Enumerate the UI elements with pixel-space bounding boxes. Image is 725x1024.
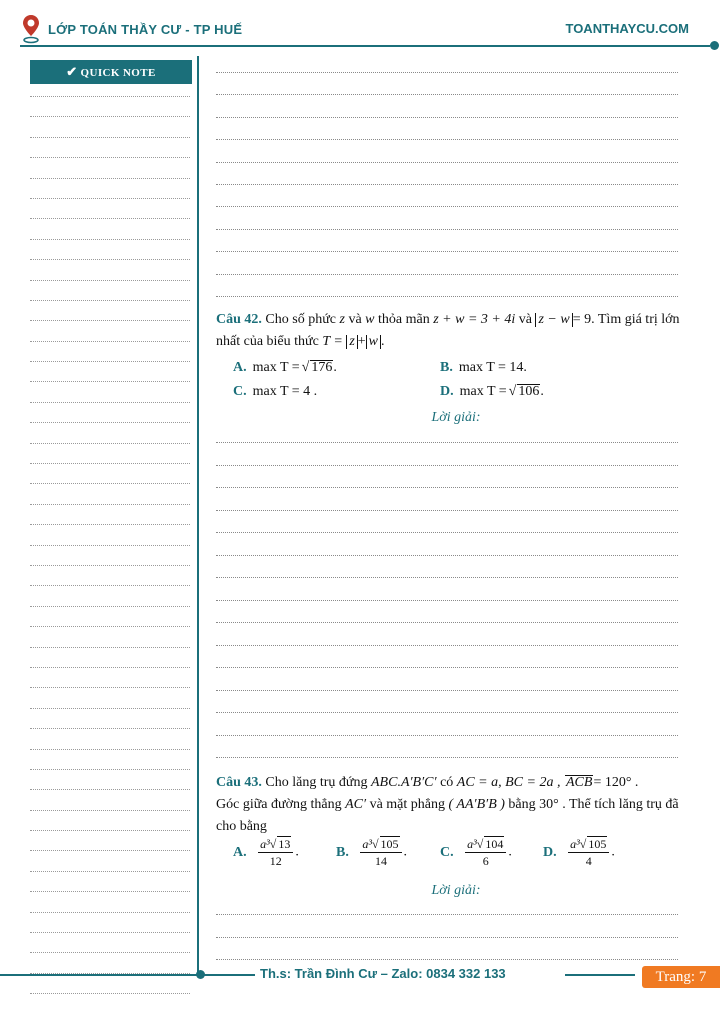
- answer-line: [216, 555, 678, 556]
- answer-line: [216, 757, 678, 758]
- radicand: 105: [588, 837, 607, 851]
- sidebar-divider: [197, 56, 199, 976]
- q42-option-b[interactable]: [440, 360, 527, 376]
- page-number: Trang: 7: [642, 966, 720, 988]
- radicand: 105: [380, 837, 399, 851]
- answer-line: [216, 735, 678, 736]
- note-line: [30, 891, 190, 892]
- note-line: [30, 341, 190, 342]
- note-line: [30, 993, 190, 994]
- note-line: [30, 198, 190, 199]
- condition-2: = 9: [572, 312, 592, 327]
- answer-line: [216, 667, 678, 668]
- footer-dot: [196, 970, 205, 979]
- question-42: Câu 42. Cho số phức z và w thỏa mãn z + w = 3 + 4i và z − w = 9. Tìm giá trị lớn nhất của biểu thức T = z + w .: [216, 312, 680, 349]
- answer-line: [216, 442, 678, 443]
- radicand: 104: [485, 837, 504, 851]
- note-line: [30, 585, 190, 586]
- page-header: [0, 0, 725, 50]
- q42-option-c[interactable]: [233, 384, 317, 400]
- question-text: Cho số phức: [265, 312, 336, 327]
- numerator-power: a³: [260, 837, 270, 851]
- note-line: [30, 157, 190, 158]
- note-line: [30, 667, 190, 668]
- answer-line: [216, 296, 678, 297]
- q43-option-b[interactable]: B. $\frac{\text{a³√ 105}}{14}$ .: [336, 837, 408, 868]
- answer-line: [216, 184, 678, 185]
- check-icon: ✔: [66, 64, 78, 79]
- question-text: và: [348, 312, 362, 327]
- answer-line: [216, 465, 678, 466]
- note-line: [30, 810, 190, 811]
- condition: AC = a, BC = 2a ,: [456, 775, 561, 790]
- footer-divider-right: [565, 974, 635, 976]
- answer-line: [216, 622, 678, 623]
- answer-line: [216, 117, 678, 118]
- answer-line: [216, 162, 678, 163]
- question-text: Cho lăng trụ đứng: [265, 775, 368, 790]
- note-line: [30, 565, 190, 566]
- note-line: [30, 361, 190, 362]
- quick-note-label: QUICK NOTE: [80, 67, 156, 79]
- radicand: 13: [278, 837, 291, 851]
- expr-lhs: T =: [322, 334, 343, 349]
- note-line: [30, 402, 190, 403]
- option-label: C.: [233, 384, 247, 399]
- answer-line: [216, 645, 678, 646]
- q42-option-a[interactable]: A. max T = √ 176.: [233, 360, 337, 375]
- answer-line: [216, 251, 678, 252]
- q42-option-d[interactable]: D. max T = √ 106.: [440, 384, 544, 399]
- brand-title: LỚP TOÁN THẦY CƯ - TP HUẾ: [48, 22, 243, 37]
- note-line: [30, 443, 190, 444]
- note-line: [30, 504, 190, 505]
- question-label: Câu 43.: [216, 775, 262, 790]
- question-43: [216, 772, 681, 838]
- abs-w: w: [366, 335, 381, 349]
- note-line: [30, 647, 190, 648]
- question-text: và: [518, 312, 532, 327]
- note-line: [30, 952, 190, 953]
- radicand: 176: [311, 360, 333, 375]
- question-text: bằng 30° . Thể tích lăng trụ đã cho bằng: [216, 797, 679, 834]
- option-label: C.: [440, 844, 454, 860]
- option-label: A.: [233, 844, 247, 860]
- numerator-power: a³: [362, 837, 372, 851]
- answer-line: [216, 206, 678, 207]
- note-line: [30, 422, 190, 423]
- q43-option-a[interactable]: A. $\frac{\text{a³√ 13}}{12}$ .: [233, 837, 299, 868]
- abs-value: z − w: [535, 313, 572, 327]
- option-text: max T = 14.: [458, 360, 527, 375]
- note-line: [30, 871, 190, 872]
- radicand: 106: [518, 384, 540, 399]
- numerator-power: a³: [570, 837, 580, 851]
- option-text: .: [540, 384, 544, 399]
- answer-line: [216, 229, 678, 230]
- note-line: [30, 483, 190, 484]
- answer-line: [216, 577, 678, 578]
- answer-line: [216, 532, 678, 533]
- note-line: [30, 178, 190, 179]
- q43-option-d[interactable]: D. $\frac{\text{a³√ 105}}{4}$ .: [543, 837, 615, 868]
- answer-line: [216, 937, 678, 938]
- note-line: [30, 259, 190, 260]
- note-line: [30, 96, 190, 97]
- fraction: $\frac{\text{a³√ 104}}{6}$: [465, 836, 506, 869]
- denominator: 14: [374, 854, 387, 868]
- fraction: $\frac{\text{a³√ 105}}{4}$: [568, 836, 609, 869]
- question-text: thỏa mãn: [378, 312, 430, 327]
- var-z: z: [339, 312, 345, 327]
- q43-option-c[interactable]: C. $\frac{\text{a³√ 104}}{6}$ .: [440, 837, 512, 868]
- note-line: [30, 137, 190, 138]
- note-line: [30, 728, 190, 729]
- fraction: $\frac{\text{a³√ 13}}{12}$: [258, 836, 293, 869]
- option-text: max T = 4 .: [252, 384, 318, 399]
- answer-line: [216, 487, 678, 488]
- answer-line: [216, 959, 678, 960]
- fraction: $\frac{\text{a³√ 105}}{14}$: [360, 836, 401, 869]
- note-line: [30, 524, 190, 525]
- note-line: [30, 626, 190, 627]
- option-label: B.: [336, 844, 349, 860]
- abs-z: z: [346, 335, 357, 349]
- angle-value: = 120° .: [593, 775, 639, 790]
- note-line: [30, 300, 190, 301]
- note-line: [30, 850, 190, 851]
- note-line: [30, 769, 190, 770]
- note-line: [30, 749, 190, 750]
- answer-line: [216, 94, 678, 95]
- q43-solution-heading: Lời giải:: [431, 883, 481, 898]
- note-line: [30, 912, 190, 913]
- website-link[interactable]: TOANTHAYCU.COM: [565, 21, 689, 36]
- footer-divider-left: [0, 974, 255, 976]
- denominator: 6: [482, 854, 489, 868]
- note-line: [30, 606, 190, 607]
- note-line: [30, 789, 190, 790]
- note-line: [30, 218, 190, 219]
- denominator: 4: [585, 854, 592, 868]
- answer-line: [216, 510, 678, 511]
- option-label: D.: [440, 384, 454, 399]
- question-text: và mặt phẳng: [369, 797, 445, 812]
- map-pin-icon: [22, 14, 40, 44]
- note-line: [30, 687, 190, 688]
- question-text: Góc giữa đường thẳng: [216, 797, 342, 812]
- condition-1: z + w = 3 + 4i: [433, 312, 516, 327]
- answer-line: [216, 690, 678, 691]
- note-line: [30, 830, 190, 831]
- note-line: [30, 545, 190, 546]
- quick-note-badge: [30, 60, 192, 84]
- question-text: có: [440, 775, 454, 790]
- option-label: A.: [233, 360, 247, 375]
- var-w: w: [365, 312, 375, 327]
- answer-line: [216, 712, 678, 713]
- question-label: Câu 42.: [216, 312, 262, 327]
- note-lines: [30, 96, 190, 1014]
- denominator: 12: [269, 854, 282, 868]
- answer-line: [216, 914, 678, 915]
- q42-solution-heading: Lời giải:: [431, 410, 481, 425]
- note-line: [30, 280, 190, 281]
- note-line: [30, 116, 190, 117]
- option-text: .: [333, 360, 337, 375]
- prism-name: ABC.A′B′C′: [371, 775, 437, 790]
- note-line: [30, 708, 190, 709]
- numerator-power: a³: [467, 837, 477, 851]
- option-text: max T =: [252, 360, 300, 375]
- note-line: [30, 239, 190, 240]
- author-contact: Th.s: Trần Đình Cư – Zalo: 0834 332 133: [260, 966, 506, 981]
- note-line: [30, 463, 190, 464]
- header-divider: [20, 45, 710, 47]
- note-line: [30, 381, 190, 382]
- option-label: D.: [543, 844, 557, 860]
- angle-acb: ACB: [565, 775, 593, 790]
- plus-sign: +: [357, 334, 366, 349]
- note-line: [30, 932, 190, 933]
- answer-line: [216, 139, 678, 140]
- note-line: [30, 320, 190, 321]
- answer-line: [216, 72, 678, 73]
- answer-line: [216, 274, 678, 275]
- header-dot: [710, 41, 719, 50]
- answer-line: [216, 600, 678, 601]
- line-ac: AC′: [345, 797, 367, 812]
- option-text: max T =: [459, 384, 507, 399]
- option-label: B.: [440, 360, 453, 375]
- plane-name: ( AA′B′B ): [448, 797, 505, 812]
- question-text: . Tìm giá trị lớn nhất của biểu thức: [216, 312, 680, 349]
